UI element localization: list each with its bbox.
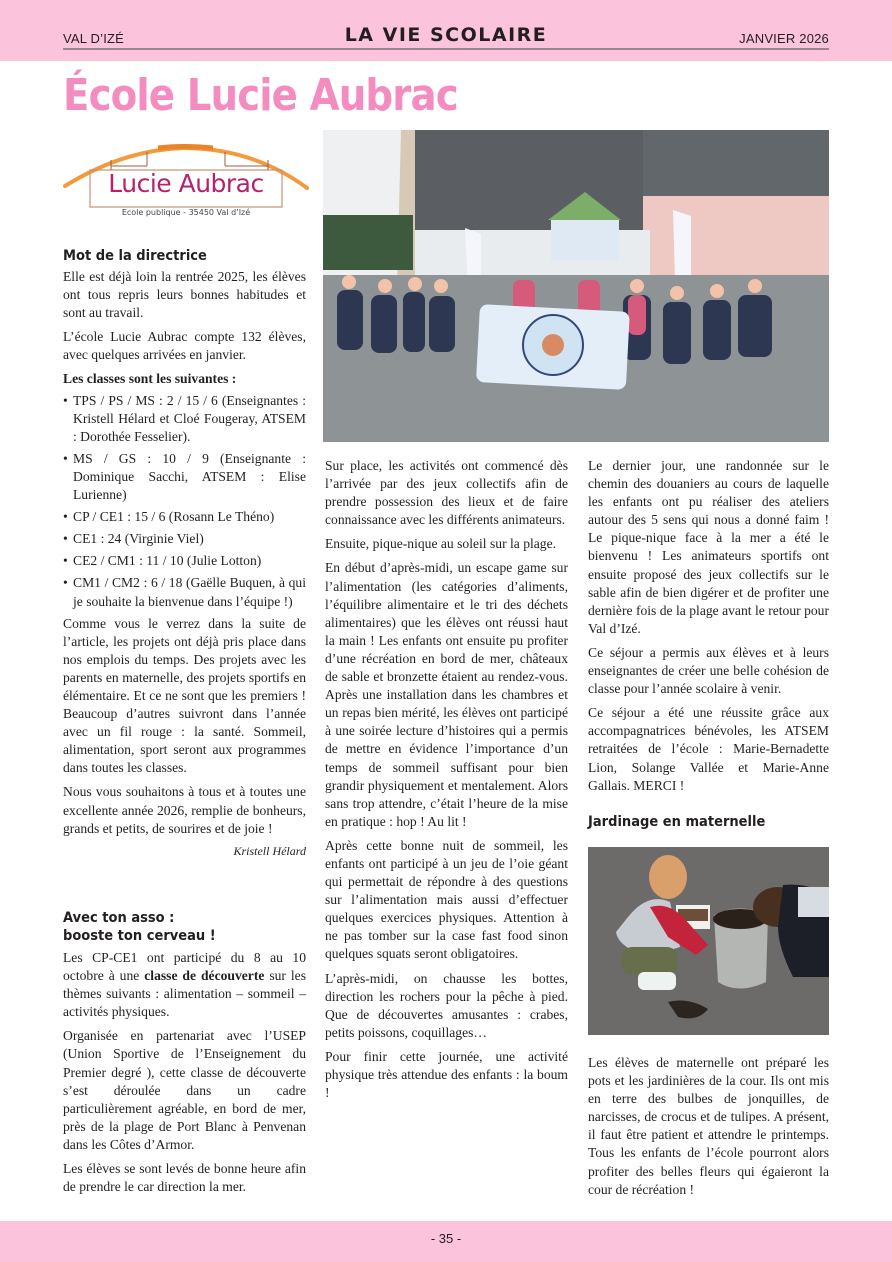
paragraph: Nous vous souhaitons à tous et à toutes une excellente année 2026, remplie de bonheurs, grands et petits, de sourires et de joie ! [63,784,306,836]
paragraph: Ce séjour a permis aux élèves et à leurs enseignantes de créer une belle cohésion de classe pour l’année scolaire à venir. [588,644,829,697]
column-1-asso [63,909,306,1202]
paragraph: Après cette bonne nuit de sommeil, les enfants ont participé à un jeu de l’oie géant qui permettait de répondre à des questions sur l’alimentation mais aussi d’effectuer quelques exercices physiques. Attention à ne pas tomber sur la case fast food sinon quelques squats seront obligatoires. [325,837,568,962]
header-location: VAL D’IZÉ [63,31,125,46]
paragraph: Les CP-CE1 ont participé du 8 au 10 octobre à une classe de découverte sur les thèmes suivants : alimentation – sommeil – activités physiques. [63,950,306,1020]
running-header [63,22,829,50]
class-list-item: • MS / GS : 10 / 9 (Enseignante : Dominique Sacchi, ATSEM : Elise Lurienne) [63,450,306,504]
classe-decouverte-emphasis: classe de découverte [144,968,265,984]
heading-asso-line1: Avec ton asso : [63,910,175,926]
paragraph: Organisée en partenariat avec l’USEP (Union Sportive de l’Enseignement du Premier degré ), cette classe de découverte s’est déroulée dans un cadre particulièrement agréable, en bord de mer, près de la plage de Port Blanc à Penvenan dans les Côtes d’Armor. [63,1028,306,1152]
class-list-item: • TPS / PS / MS : 2 / 15 / 6 (Enseignantes : Kristell Hélard et Cloé Fougeray, ATSEM : Dorothée Fesselier). [63,392,306,446]
header-band [0,0,892,61]
header-section: LA VIE SCOLAIRE [344,24,548,46]
class-list-item: • CP / CE1 : 15 / 6 (Rosann Le Théno) [63,508,306,526]
paragraph: L’après-midi, on chausse les bottes, direction les rochers pour la pêche à pied. Que de découvertes amusantes : crabes, petits poissons, coquillages… [325,970,568,1040]
header-date: JANVIER 2026 [739,31,829,46]
class-list-item: • CE2 / CM1 : 11 / 10 (Julie Lotton) [63,552,306,570]
page-number: - 35 - [430,1231,462,1246]
heading-mot-directrice: Mot de la directrice [63,248,207,264]
logo-tagline: Ecole publique - 35450 Val d’Izé [121,208,251,217]
column-1 [63,247,306,860]
classes-label: Les classes sont les suivantes : [63,371,237,387]
paragraph: Pour finir cette journée, une activité physique très attendue des enfants : la boum ! [325,1048,568,1101]
group-photo [323,130,829,442]
paragraph: Ensuite, pique-nique au soleil sur la plage. [325,536,557,552]
column-2 [325,457,568,1108]
class-list-item: • CE1 : 24 (Virginie Viel) [63,530,306,548]
school-logo [63,142,309,222]
column-3-jardinage [588,1054,829,1205]
paragraph: En début d’après-midi, un escape game sur l’alimentation (les catégories d’aliments, l’équilibre alimentaire et le tri des déchets alimentaires) que les élèves ont réussi haut la main ! Les enfants ont ensuite pu profiter d’une récréation en bord de mer, châteaux de sable et bronzette étaient au rendez-vous. Après une installation dans les chambres et un repas bien mérité, les élèves ont participé à une soirée lecture d’histoires qui a permis de mettre en évidence l’importance d’un temps de sommeil suffisant pour bien grandir physiquement et mentalement. Alors sans trop attendre, c’était l’heure de la mise en pratique : hop ! Au lit ! [325,560,568,829]
garden-photo [588,847,829,1035]
logo-name: Lucie Aubrac [108,169,264,198]
footer-band [0,1221,892,1262]
group-photo-illustration [323,130,829,442]
paragraph: Les élèves se sont levés de bonne heure afin de prendre le car direction la mer. [63,1161,306,1195]
paragraph: Sur place, les activités ont commencé dès l’arrivée par des jeux collectifs afin de prendre possession des lieux et de faire connaissance avec les différents animateurs. [325,458,568,528]
paragraph: Elle est déjà loin la rentrée 2025, les élèves ont tous repris leurs bonnes habitudes et sont au travail. [63,269,306,321]
paragraph: Les élèves de maternelle ont préparé les pots et les jardinières de la cour. Ils ont mis en terre des bulbes de jonquilles, de narcisses, de crocus et de tulipes. A présent, il faut être patient et attendre le printemps. Tous les enfants de l’école pourront alors profiter des belles fleurs qui égaieront la cour de récréation ! [588,1055,829,1197]
paragraph: Le dernier jour, une randonnée sur le chemin des douaniers au cours de laquelle les enfants ont pu réaliser des ateliers autour des 5 sens qui nous a donné faim ! Le pique-nique face à la mer a été le bienvenu ! Les animateurs sportifs ont ensuite proposé des jeux collectifs sur le sable afin de bien digérer et de profiter une dernière fois de la plage avant le retour pour Val d’Izé. [588,458,829,636]
column-3 [588,457,829,831]
signature: Kristell Hélard [233,843,306,858]
paragraph: Comme vous le verrez dans la suite de l’article, les projets ont déjà pris place dans nos emplois du temps. Des projets avec les parents en maternelle, des projets sportifs en élémentaire. Et ce ne sont que les premiers ! Beaucoup d’autres suivront dans l’année avec un fil rouge : la santé. Sommeil, alimentation, sport seront aux programmes dans toutes les classes. [63,615,306,776]
heading-jardinage: Jardinage en maternelle [588,813,766,830]
paragraph: L’école Lucie Aubrac compte 132 élèves, avec quelques arrivées en janvier. [63,329,306,363]
paragraph: Ce séjour a été une réussite grâce aux accompagnatrices bénévoles, les ATSEM retraitées de l’école : Marie-Bernadette Lion, Solange Vallée et Marie-Anne Gallais. MERCI ! [588,705,829,793]
page-title: École Lucie Aubrac [63,70,458,121]
heading-asso-line2: booste ton cerveau ! [63,928,216,944]
class-list-item: • CM1 / CM2 : 6 / 18 (Gaëlle Buquen, à qui je souhaite la bienvenue dans l’équipe !) [63,574,306,610]
class-list [63,392,306,611]
garden-photo-illustration [588,847,829,1035]
